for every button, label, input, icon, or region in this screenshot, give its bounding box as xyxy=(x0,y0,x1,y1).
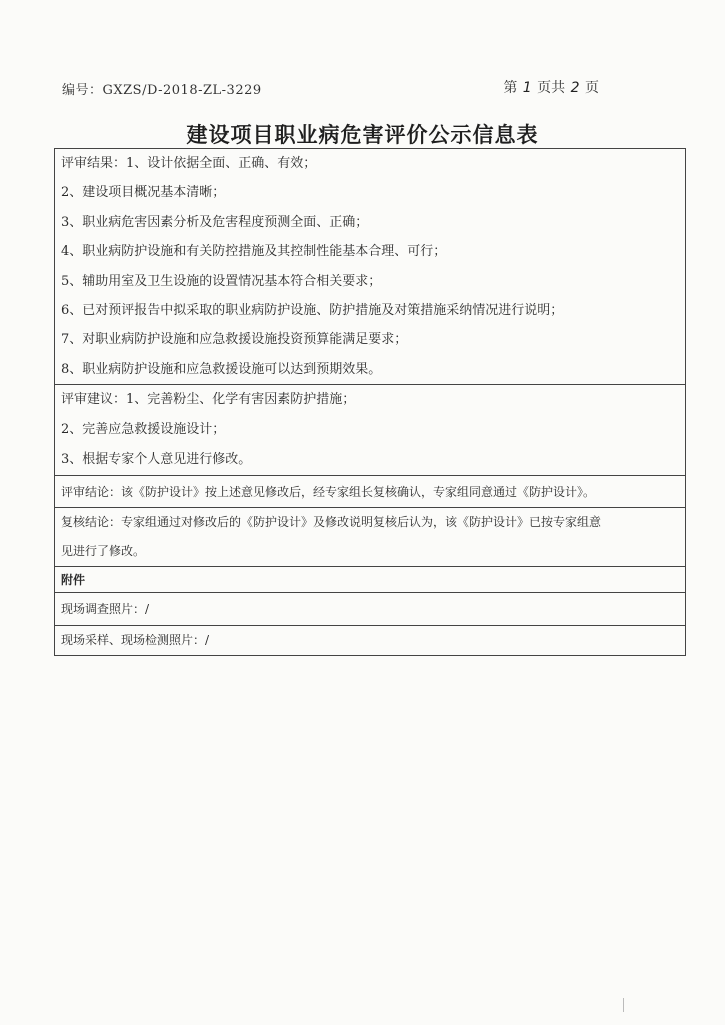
review-result-line: 2、建设项目概况基本清晰； xyxy=(61,185,226,201)
attachment-row-survey-photos xyxy=(55,593,685,626)
review-conclusion-section xyxy=(55,476,685,508)
review-result-line: 5、辅助用室及卫生设施的设置情况基本符合相关要求； xyxy=(61,273,382,289)
recheck-conclusion-line: 见进行了修改。 xyxy=(61,544,146,559)
scan-mark xyxy=(623,998,624,1012)
review-conclusion-text: 评审结论：该《防护设计》按上述意见修改后，经专家组长复核确认，专家组同意通过《防护设计》。 xyxy=(61,485,596,500)
page-current-number: 1 xyxy=(522,80,532,96)
review-suggestion-line: 评审建议：1、完善粉尘、化学有害因素防护措施； xyxy=(61,392,356,408)
page-indicator xyxy=(503,77,599,97)
review-suggestion-line: 2、完善应急救援设施设计； xyxy=(61,422,226,438)
review-result-line: 4、职业病防护设施和有关防控措施及其控制性能基本合理、可行； xyxy=(61,244,447,260)
recheck-conclusion-line: 复核结论：专家组通过对修改后的《防护设计》及修改说明复核后认为，该《防护设计》已按专家组意 xyxy=(61,515,602,530)
review-suggestion-line: 3、根据专家个人意见进行修改。 xyxy=(61,452,252,468)
page-suffix: 页 xyxy=(585,80,599,96)
review-result-line: 6、已对预评报告中拟采取的职业病防护设施、防护措施及对策措施采纳情况进行说明； xyxy=(61,302,564,318)
attachment-survey-photos: 现场调查照片：/ xyxy=(61,602,150,617)
page-total-number: 2 xyxy=(570,80,580,96)
page-middle: 页共 xyxy=(537,80,566,96)
review-results-section xyxy=(55,149,685,385)
recheck-conclusion-section xyxy=(55,508,685,567)
document-number: 编号：GXZS/D-2018-ZL-3229 xyxy=(62,83,262,98)
review-result-line: 8、职业病防护设施和应急救援设施可以达到预期效果。 xyxy=(61,361,382,377)
review-result-line: 评审结果：1、设计依据全面、正确、有效； xyxy=(61,156,317,171)
attachment-sampling-photos: 现场采样、现场检测照片：/ xyxy=(61,633,210,648)
review-result-line: 3、职业病危害因素分析及危害程度预测全面、正确； xyxy=(61,214,369,230)
page-prefix: 第 xyxy=(503,80,518,96)
document-title: 建设项目职业病危害评价公示信息表 xyxy=(186,122,539,147)
attachments-heading-row xyxy=(55,567,685,593)
attachments-heading: 附件 xyxy=(61,573,86,588)
info-table xyxy=(54,148,686,656)
review-result-line: 7、对职业病防护设施和应急救援设施投资预算能满足要求； xyxy=(61,332,408,348)
review-suggestions-section xyxy=(55,385,685,476)
attachment-row-sampling-photos xyxy=(55,626,685,655)
